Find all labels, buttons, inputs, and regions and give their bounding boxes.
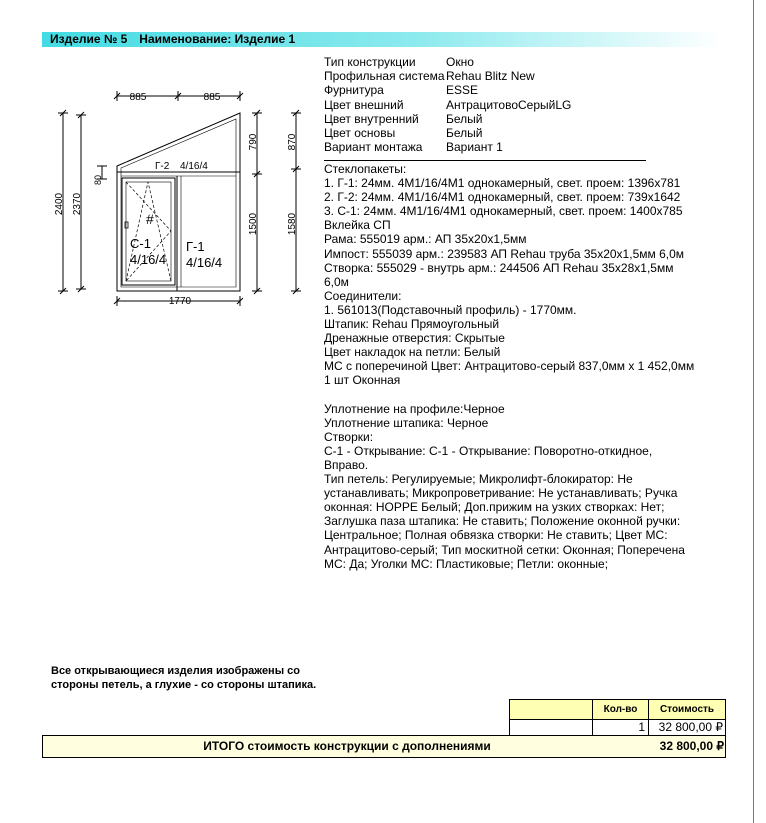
description-line: МС: Да; Уголки МС: Пластиковые; Петли: оконные; [324, 556, 609, 571]
description-line: Антрацитово-серый; Тип москитной сетки: Оконная; Поперечена [324, 542, 685, 557]
property-row [324, 112, 571, 126]
top-glass-label: Г-2 [155, 161, 170, 172]
property-row [324, 83, 571, 97]
description-line: С-1 - Открывание: С-1 - Открывание: Поворотно-откидное, [324, 443, 653, 458]
property-value: Белый [446, 111, 483, 126]
cost-value: 32 800,00 ₽ [648, 719, 726, 736]
property-key: Цвет основы [324, 125, 396, 140]
description-line: 3. С-1: 24мм. 4М1/16/4М1 однокамерный, свет. проем: 1400x785 [324, 204, 683, 219]
dim-top-left-label: 885 [129, 92, 147, 103]
description-line: Вклейка СП [324, 218, 391, 233]
description-line: 1. 561013(Подставочный профиль) - 1770мм. [324, 302, 577, 317]
description-line: Цвет накладок на петли: Белый [324, 345, 501, 360]
property-row [324, 98, 571, 112]
dim-left-outer-label: 2400 [54, 192, 65, 216]
note-line-1: Все открывающиеся изделия изображены со [51, 665, 300, 677]
dim-right-lower-outer-label: 1580 [287, 212, 298, 236]
note-line-2: стороны петель, а глухие - со стороны штапика. [51, 679, 317, 691]
property-row [324, 69, 571, 83]
separator-line [324, 160, 646, 161]
description-line: Соединители: [324, 288, 402, 303]
description-line: МС с поперечиной Цвет: Антрацитово-серый 837,0мм x 1 452,0мм [324, 359, 695, 374]
sash-frame [122, 178, 175, 285]
window-drawing [46, 84, 316, 314]
description-line: устанавливать; Микропроветривание: Не устанавливать; Ручка [324, 486, 678, 501]
description-line: Створка: 555029 - внутрь арм.: 244506 АП Rehau 35x28x1,5мм [324, 260, 674, 275]
dim-right-upper-outer-label: 870 [287, 133, 298, 151]
item-number: Изделие № 5 [50, 32, 128, 46]
note-text [51, 664, 316, 692]
property-row [324, 55, 571, 69]
description-line: Штапик: Rehau Прямоугольный [324, 317, 500, 332]
description-line: 1. Г-1: 24мм. 4М1/16/4М1 однокамерный, свет. проем: 1396x781 [324, 176, 681, 191]
qty-value: 1 [592, 719, 649, 736]
description-line: Уплотнение штапика: Черное [324, 415, 489, 430]
dim-right-lower-label: 1500 [248, 212, 259, 236]
description-line: Импост: 555039 арм.: 239583 АП Rehau труба 35x20x1,5мм 6,0м [324, 246, 685, 261]
item-header [42, 32, 722, 47]
item-name: Наименование: Изделие 1 [139, 32, 296, 46]
cost-header: Стоимость [648, 699, 726, 720]
property-key: Цвет внутренний [324, 111, 419, 126]
cost-table [42, 699, 726, 759]
description-line: Дренажные отверстия: Скрытые [324, 331, 505, 346]
description-line: Вправо. [324, 457, 369, 472]
property-key: Фурнитура [324, 83, 384, 98]
description-line: Центральное; Полная обвязка створки: Не ставить; Цвет МС: [324, 528, 668, 543]
description-line: Створки: [324, 429, 374, 444]
mosquito-net-icon: # [146, 211, 154, 227]
dim-right-upper-label: 790 [248, 133, 259, 151]
property-key: Тип конструкции [324, 55, 416, 69]
dim-top-right-label: 885 [203, 92, 221, 103]
property-key: Цвет внешний [324, 97, 404, 112]
sash-spec: 4/16/4 [130, 252, 167, 267]
dim-bottom-label: 1770 [168, 296, 192, 307]
property-value: Вариант 1 [446, 140, 503, 155]
property-value: Rehau Blitz New [446, 69, 535, 84]
dim-left-inner-label: 2370 [72, 192, 83, 216]
handle-icon [125, 222, 128, 228]
property-value: Окно [446, 55, 474, 69]
description-block [324, 162, 714, 571]
sash-label: С-1 [130, 236, 151, 251]
description-line: Тип петель: Регулируемые; Микролифт-блокиратор: Не [324, 472, 633, 487]
description-line: Уплотнение на профиле:Черное [324, 401, 505, 416]
dim-left-small-label: 80 [93, 174, 103, 186]
top-glass-spec: 4/16/4 [180, 161, 208, 172]
description-line: Заглушка паза штапика: Не ставить; Положение оконной ручки: [324, 514, 681, 529]
property-row [324, 126, 571, 140]
property-key: Профильная система [324, 69, 445, 84]
description-line: Стеклопакеты: [324, 162, 407, 176]
property-value: АнтрацитовоСерыйLG [446, 97, 572, 112]
total-label: ИТОГО стоимость конструкции с дополнениями [203, 739, 491, 753]
right-glass-spec: 4/16/4 [186, 255, 223, 270]
description-line: Рама: 555019 арм.: АП 35x20x1,5мм [324, 232, 527, 247]
description-line: 6,0м [324, 274, 349, 289]
description-line [324, 388, 714, 402]
property-value: Белый [446, 125, 483, 140]
table-header-empty [509, 699, 593, 720]
description-line: оконная: HOPPE Белый; Доп.прижим на узких створках: Нет; [324, 500, 665, 515]
property-row [324, 140, 571, 154]
description-line: 1 шт Оконная [324, 373, 401, 388]
description-line: 2. Г-2: 24мм. 4М1/16/4М1 однокамерный, свет. проем: 739x1642 [324, 190, 681, 205]
qty-header: Кол-во [592, 699, 649, 720]
property-value: ESSE [446, 83, 479, 98]
total-value: 32 800,00 ₽ [659, 739, 724, 753]
properties-list [324, 55, 571, 154]
property-key: Вариант монтажа [324, 140, 423, 155]
right-glass-label: Г-1 [186, 239, 205, 254]
table-row-empty [509, 719, 593, 736]
